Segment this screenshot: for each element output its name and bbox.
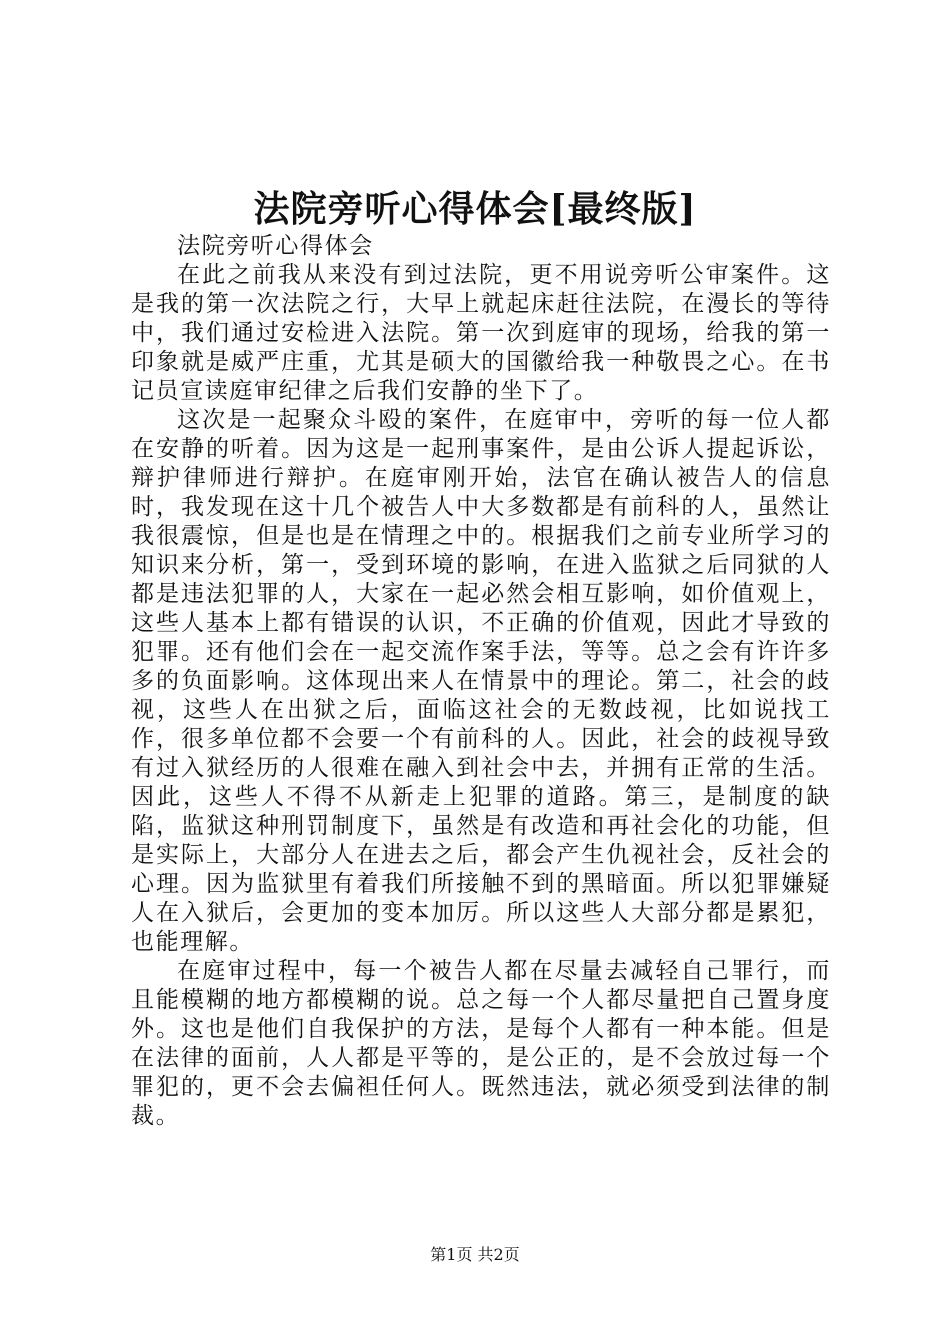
document-body — [131, 232, 831, 1131]
body-paragraph-1: 在此之前我从来没有到过法院，更不用说旁听公审案件。这是我的第一次法院之行，大早上就起床赶往法院，在漫长的等待中，我们通过安检进入法院。第一次到庭审的现场，给我的第一印象就是威严庄重，尤其是硕大的国徽给我一种敬畏之心。在书记员宣读庭审纪律之后我们安静的坐下了。 — [131, 262, 831, 404]
page-number-footer: 第1页 共2页 — [430, 1245, 520, 1264]
body-paragraph-3: 在庭审过程中，每一个被告人都在尽量去减轻自己罪行，而且能模糊的地方都模糊的说。总之每一个人都尽量把自己置身度外。这也是他们自我保护的方法，是每个人都有一种本能。但是在法律的面前，人人都是平等的，是公正的，是不会放过每一个罪犯的，更不会去偏袒任何人。既然违法，就必须受到法律的制裁。 — [131, 958, 831, 1129]
body-paragraph-2: 这次是一起聚众斗殴的案件，在庭审中，旁听的每一位人都在安静的听着。因为这是一起刑事案件，是由公诉人提起诉讼，辩护律师进行辩护。在庭审刚开始，法官在确认被告人的信息时，我发现在这十几个被告人中大多数都是有前科的人，虽然让我很震惊，但是也是在情理之中的。根据我们之前专业所学习的知识来分析，第一，受到环境的影响，在进入监狱之后同狱的人都是违法犯罪的人，大家在一起必然会相互影响，如价值观上，这些人基本上都有错误的认识，不正确的价值观，因此才导致的犯罪。还有他们会在一起交流作案手法，等等。总之会有许许多多的负面影响。这体现出来人在情景中的理论。第二，社会的歧视，这些人在出狱之后，面临这社会的无数歧视，比如说找工作，很多单位都不会要一个有前科的人。因此，社会的歧视导致有过入狱经历的人很难在融入到社会中去，并拥有正常的生活。因此，这些人不得不从新走上犯罪的道路。第三，是制度的缺陷，监狱这种刑罚制度下，虽然是有改造和再社会化的功能，但是实际上，大部分人在进去之后，都会产生仇视社会，反社会的心理。因为监狱里有着我们所接触不到的黑暗面。所以犯罪嫌疑人在入狱后，会更加的变本加厉。所以这些人大部分都是累犯，也能理解。 — [131, 407, 831, 955]
document-title: 法院旁听心得体会[最终版] — [253, 188, 697, 230]
subtitle-paragraph: 法院旁听心得体会 — [177, 233, 374, 259]
